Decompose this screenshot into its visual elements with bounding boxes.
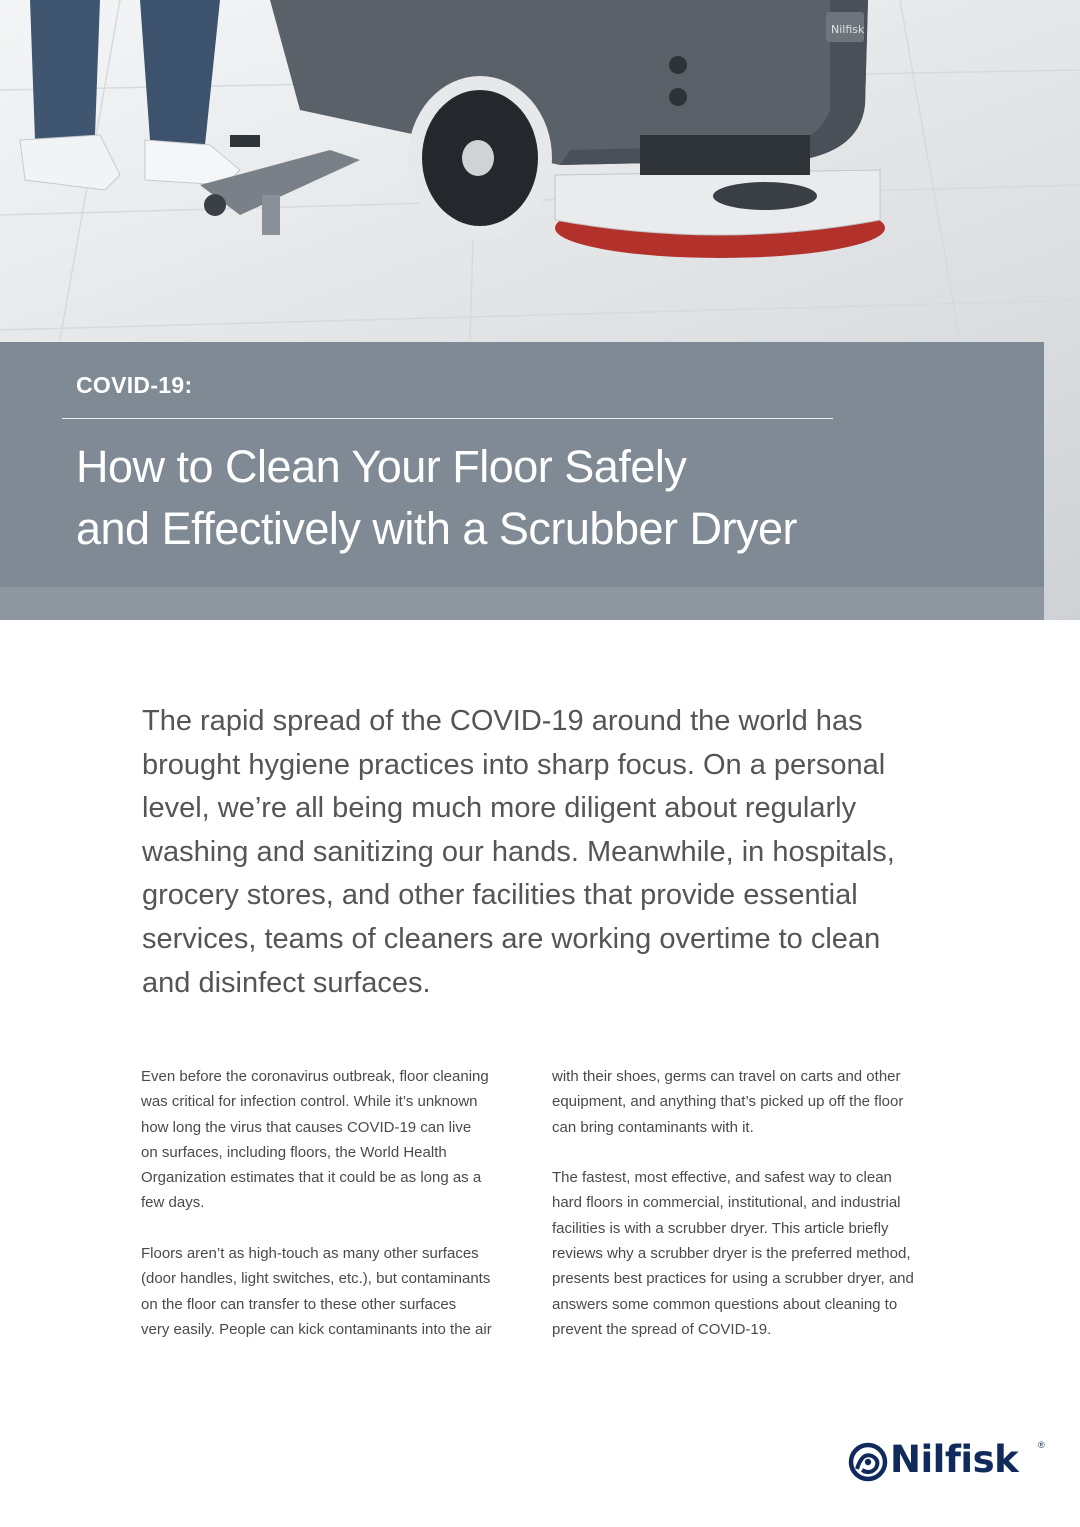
body-line: very easily. People can kick contaminants into the air xyxy=(141,1320,492,1338)
lead-line: grocery stores, and other facilities that provide essential xyxy=(142,879,858,912)
body-paragraph xyxy=(552,1064,942,1140)
rear-wheel xyxy=(408,76,552,240)
body-line: presents best practices for using a scrubber dryer, and xyxy=(552,1270,914,1288)
nilfisk-logo xyxy=(848,1440,1048,1484)
body-paragraph xyxy=(552,1165,942,1342)
body-line: Even before the coronavirus outbreak, floor cleaning xyxy=(141,1068,489,1085)
section-kicker: COVID-19: xyxy=(76,372,193,398)
lead-line: washing and sanitizing our hands. Meanwhile, in hospitals, xyxy=(142,835,895,868)
nilfisk-swirl-icon xyxy=(848,1442,888,1482)
body-line: on surfaces, including floors, the World Health xyxy=(141,1143,447,1161)
operator-legs xyxy=(20,0,240,190)
page-title xyxy=(76,436,797,560)
body-line: how long the virus that causes COVID-19 can live xyxy=(141,1118,472,1136)
body-line: equipment, and anything that’s picked up off the floor xyxy=(552,1093,904,1111)
body-line: on the floor can transfer to these other surfaces xyxy=(141,1295,457,1313)
lead-line: brought hygiene practices into sharp focus. On a personal xyxy=(142,748,886,781)
title-divider xyxy=(62,418,833,419)
machine-brand-label: Nilfisk xyxy=(831,23,865,36)
body-column-right xyxy=(552,1064,942,1368)
body-line: few days. xyxy=(141,1194,205,1212)
registered-mark: ® xyxy=(1038,1440,1045,1450)
body-paragraph xyxy=(141,1241,531,1342)
body-line: The fastest, most effective, and safest way to clean xyxy=(552,1169,892,1187)
body-line: prevent the spread of COVID-19. xyxy=(552,1320,772,1338)
lead-line: level, we’re all being much more diligent about regularly xyxy=(142,792,857,825)
body-line: Floors aren’t as high-touch as many other surfaces xyxy=(141,1245,479,1263)
body-line: facilities is with a scrubber dryer. This article briefly xyxy=(552,1219,889,1237)
body-line: hard floors in commercial, institutional, and industrial xyxy=(552,1194,901,1212)
lead-line: and disinfect surfaces. xyxy=(142,966,431,999)
body-line: reviews why a scrubber dryer is the preferred method, xyxy=(552,1245,911,1263)
title-band-strip xyxy=(0,587,1044,620)
logo-wordmark: Nilfisk xyxy=(890,1438,1019,1481)
lead-paragraph xyxy=(142,700,942,1005)
body-line: answers some common questions about cleaning to xyxy=(552,1295,898,1313)
body-line: (door handles, light switches, etc.), but contaminants xyxy=(141,1270,491,1288)
body-line: with their shoes, germs can travel on carts and other xyxy=(552,1068,901,1085)
body-line: was critical for infection control. While it’s unknown xyxy=(141,1093,478,1111)
body-paragraph xyxy=(141,1064,531,1216)
page-title-line: How to Clean Your Floor Safely xyxy=(76,441,687,492)
body-line: can bring contaminants with it. xyxy=(552,1118,754,1136)
body-line: Organization estimates that it could be as long as a xyxy=(141,1169,482,1187)
lead-line: services, teams of cleaners are working overtime to clean xyxy=(142,922,881,955)
page-title-line: and Effectively with a Scrubber Dryer xyxy=(76,503,797,554)
body-column-left xyxy=(141,1064,531,1368)
squeegee xyxy=(200,135,360,235)
lead-line: The rapid spread of the COVID-19 around the world has xyxy=(142,705,863,737)
